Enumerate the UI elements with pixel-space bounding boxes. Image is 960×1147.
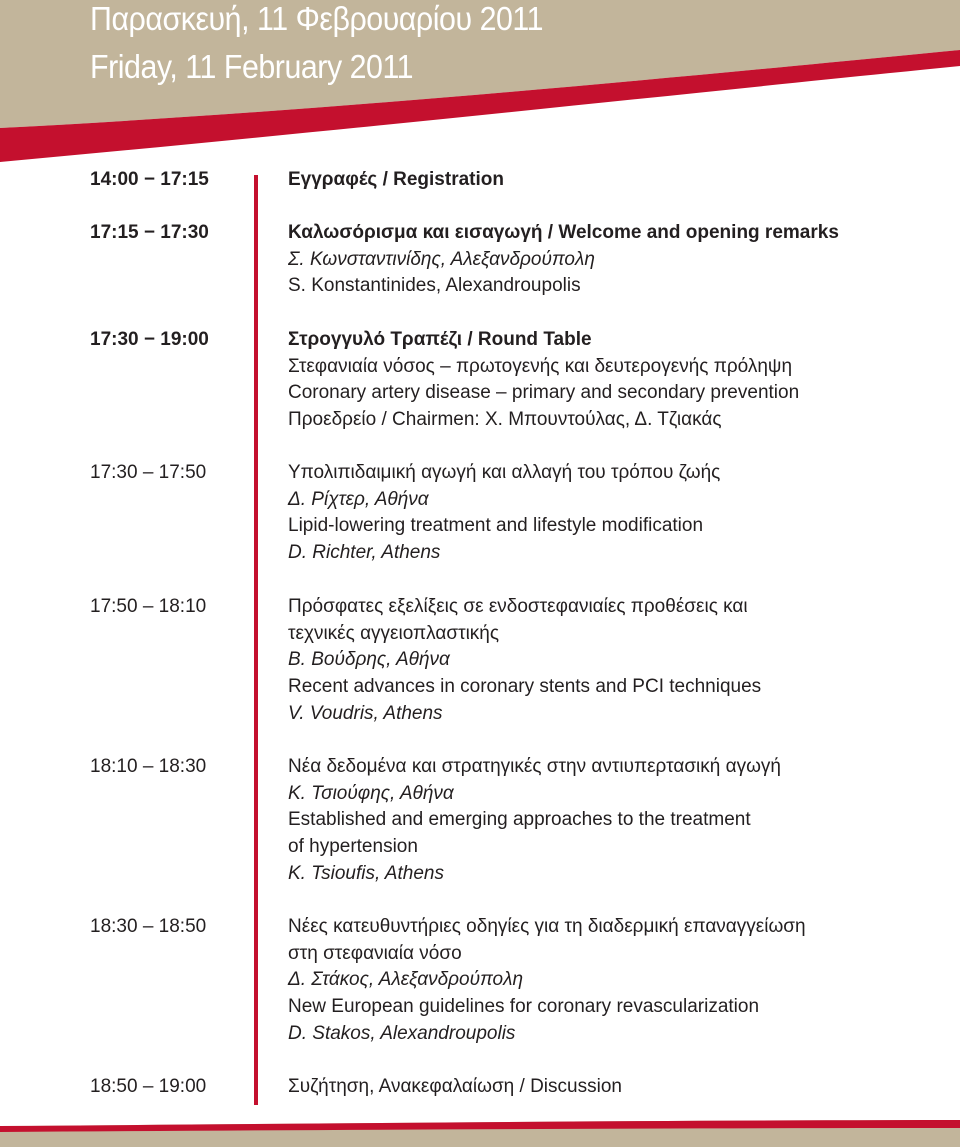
page-title-greek: Παρασκευή, 11 Φεβρουαρίου 2011 [90, 0, 544, 37]
time-slot: 18:30 – 18:50 [90, 916, 207, 937]
session-details [288, 594, 948, 728]
talk-title-english: Lipid-lowering treatment and lifestyle modification [288, 515, 704, 537]
column-divider [254, 175, 258, 1105]
talk-title-greek: Πρόσφατες εξελίξεις σε ενδοστεφανιαίες προθέσεις και [288, 596, 748, 617]
session-details [288, 220, 948, 300]
session-details [288, 1074, 948, 1101]
speaker-greek: Δ. Στάκος, Αλεξανδρούπολη [288, 969, 523, 991]
time-slot: 17:15 − 17:30 [90, 222, 209, 243]
session-details [288, 460, 948, 567]
speaker-greek: Κ. Τσιούφης, Αθήνα [288, 782, 454, 804]
talk-title-english: Established and emerging approaches to the treatment [288, 809, 751, 831]
talk-title-english: Recent advances in coronary stents and PCI techniques [288, 676, 762, 698]
time-slot: 17:30 − 19:00 [90, 329, 209, 350]
speaker-greek: Β. Βούδρης, Αθήνα [288, 649, 450, 671]
speaker-english: S. Konstantinides, Alexandroupolis [288, 275, 581, 297]
footer-band-graphic [0, 1120, 960, 1147]
talk-title-english-cont: of hypertension [288, 836, 418, 858]
talk-title-greek-cont: τεχνικές αγγειοπλαστικής [288, 622, 500, 644]
speaker-english: D. Richter, Athens [288, 542, 441, 564]
talk-title-greek: Νέες κατευθυντήριες οδηγίες για τη διαδερμική επαναγγείωση [288, 916, 806, 937]
talk-title-greek-cont: στη στεφανιαία νόσο [288, 942, 462, 964]
speaker-english: K. Tsioufis, Athens [288, 862, 444, 884]
speaker-greek: Σ. Κωνσταντινίδης, Αλεξανδρούπολη [288, 248, 595, 270]
page-title-english: Friday, 11 February 2011 [90, 48, 414, 85]
time-slot: 14:00 − 17:15 [90, 169, 209, 190]
footer-band [0, 1120, 960, 1147]
topic-greek: Στεφανιαία νόσος – πρωτογενής και δευτερογενής πρόληψη [288, 355, 793, 377]
session-title: Εγγραφές / Registration [288, 169, 504, 190]
speaker-english: D. Stakos, Alexandroupolis [288, 1022, 516, 1044]
speaker-english: V. Voudris, Athens [288, 702, 443, 724]
talk-title-english: New European guidelines for coronary revascularization [288, 996, 760, 1018]
session-details [288, 327, 948, 434]
session-title: Καλωσόρισμα και εισαγωγή / Welcome and opening remarks [288, 222, 839, 243]
session-title: Συζήτηση, Ανακεφαλαίωση / Discussion [288, 1076, 622, 1097]
session-details [288, 167, 948, 194]
time-slot: 18:10 – 18:30 [90, 756, 207, 777]
time-slot: 18:50 – 19:00 [90, 1076, 207, 1097]
time-slot: 17:30 – 17:50 [90, 462, 207, 483]
topic-english: Coronary artery disease – primary and secondary prevention [288, 382, 800, 404]
talk-title-greek: Υπολιπιδαιμική αγωγή και αλλαγή του τρόπου ζωής [288, 462, 721, 483]
talk-title-greek: Νέα δεδομένα και στρατηγικές στην αντιυπερτασική αγωγή [288, 756, 781, 777]
time-slot: 17:50 – 18:10 [90, 596, 207, 617]
speaker-greek: Δ. Ρίχτερ, Αθήνα [288, 488, 429, 510]
chairmen: Προεδρείο / Chairmen: Χ. Μπουντούλας, Δ. Τζιακάς [288, 409, 722, 431]
header-banner [0, 0, 960, 170]
session-details [288, 914, 948, 1048]
session-details [288, 754, 948, 888]
session-title: Στρογγυλό Τραπέζι / Round Table [288, 329, 592, 350]
